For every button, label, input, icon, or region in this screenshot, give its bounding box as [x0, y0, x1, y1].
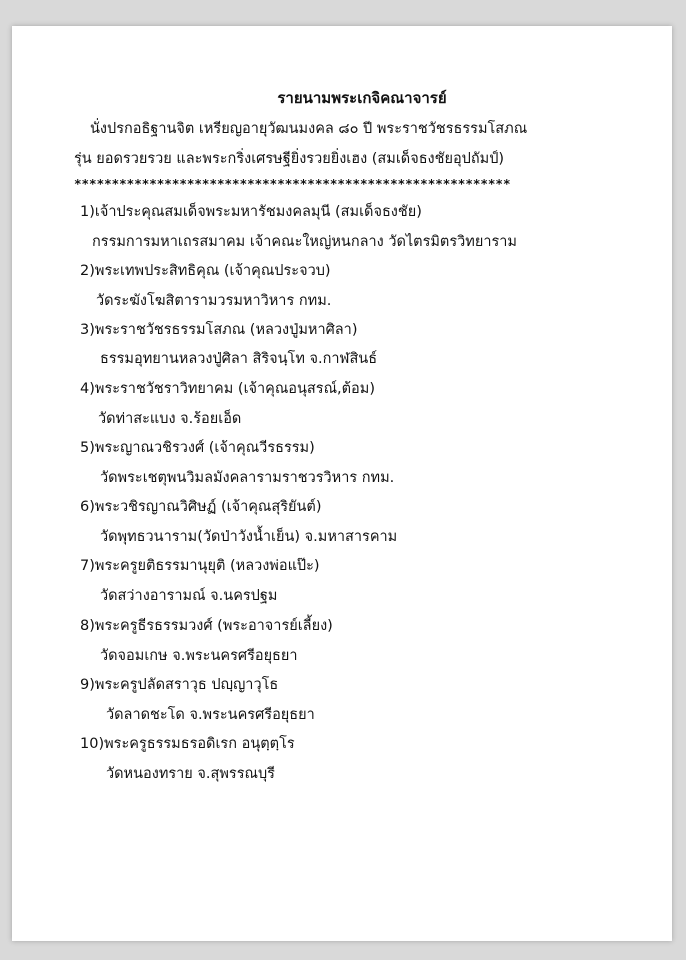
subtitle-line-1: นั่งปรกอธิฐานจิต เหรียญอายุวัฒนมงคล ๘๐ ปี พระราชวัชรธรรมโสภณ — [90, 121, 528, 137]
entry-2-detail: วัดระฆังโฆสิตารามวรมหาวิหาร กทม. — [96, 293, 332, 309]
entry-8-name: 8)พระครูธีรธรรมวงศ์ (พระอาจารย์เลี้ยง) — [80, 618, 333, 634]
subtitle-line-2: รุ่น ยอดรวยรวย และพระกริ่งเศรษฐียิ่งรวยยิ่งเฮง (สมเด็จธงชัยอุปถัมป์) — [74, 151, 505, 167]
entry-1-detail: กรรมการมหาเถรสมาคม เจ้าคณะใหญ่หนกลาง วัดไตรมิตรวิทยาราม — [92, 234, 517, 250]
entry-7-name: 7)พระครูยติธรรมานุยุติ (หลวงพ่อแป๊ะ) — [80, 558, 320, 574]
entry-1-name: 1)เจ้าประคุณสมเด็จพระมหารัชมงคลมุนี (สมเด็จธงชัย) — [80, 204, 422, 220]
entry-6-name: 6)พระวชิรญาณวิศิษฏ์ (เจ้าคุณสุริยันต์) — [80, 499, 322, 515]
entry-3-detail: ธรรมอุทยานหลวงปู่ศิลา สิริจนฺโท จ.กาฬสินธ์ — [100, 351, 378, 367]
entry-5-name: 5)พระญาณวชิรวงศ์ (เจ้าคุณวีรธรรม) — [80, 440, 315, 456]
entry-8-detail: วัดจอมเกษ จ.พระนครศรีอยุธยา — [100, 648, 298, 664]
entry-10-name: 10)พระครูธรรมธรอดิเรก อนุตฺตฺโร — [80, 736, 295, 752]
entry-10-detail: วัดหนองทราย จ.สุพรรณบุรี — [106, 766, 275, 782]
asterisk-divider: ********************************************************** — [74, 176, 511, 191]
document-page — [12, 26, 672, 941]
entry-3-name: 3)พระราชวัชรธรรมโสภณ (หลวงปู่มหาศิลา) — [80, 322, 358, 338]
entry-9-detail: วัดลาดชะโด จ.พระนครศรีอยุธยา — [106, 707, 315, 723]
entry-4-name: 4)พระราชวัชราวิทยาคม (เจ้าคุณอนุสรณ์,ต้อม) — [80, 381, 375, 397]
entry-4-detail: วัดท่าสะแบง จ.ร้อยเอ็ด — [98, 411, 242, 427]
document-title: รายนามพระเกจิคณาจารย์ — [277, 89, 447, 107]
entry-2-name: 2)พระเทพประสิทธิคุณ (เจ้าคุณประจวบ) — [80, 263, 331, 279]
entry-5-detail: วัดพระเชตุพนวิมลมังคลารามราชวรวิหาร กทม. — [100, 470, 395, 486]
entry-6-detail: วัดพุทธวนาราม(วัดป่าวังน้ำเย็น) จ.มหาสารคาม — [100, 529, 398, 545]
entry-9-name: 9)พระครูปลัดสราวุธ ปญฺญาวุโธ — [80, 677, 279, 693]
entry-7-detail: วัดสว่างอารามณ์ จ.นครปฐม — [100, 588, 278, 604]
